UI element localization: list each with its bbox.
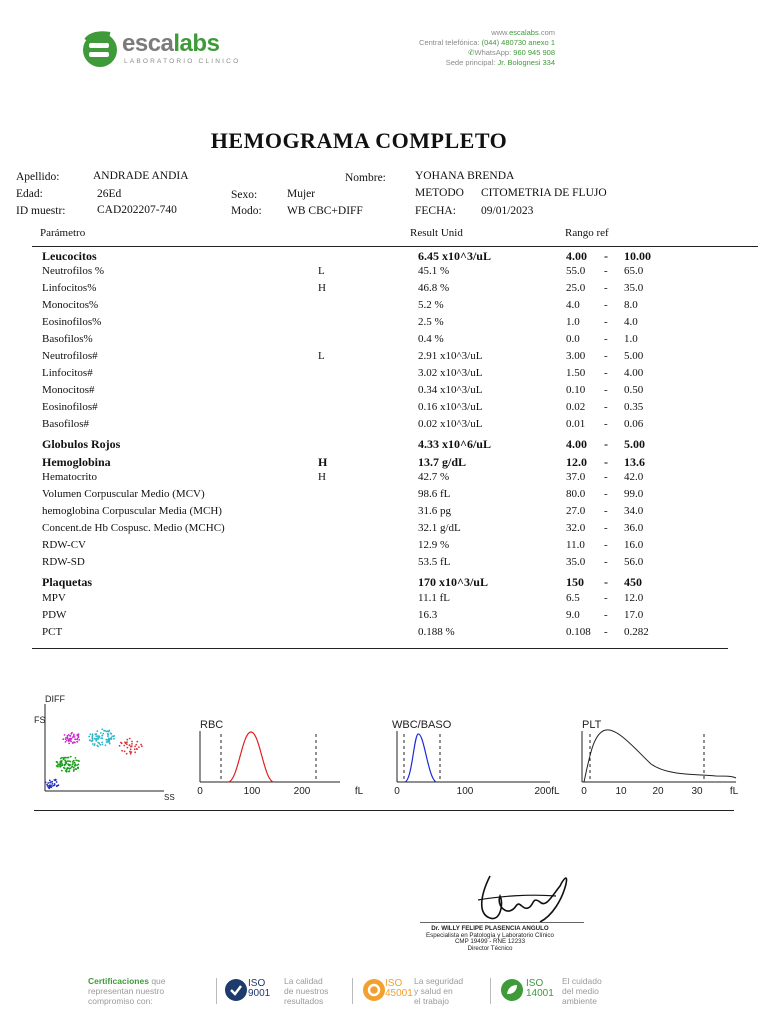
signature-block [410,926,570,952]
result-value: 42.7 % [418,471,450,483]
range-high: 16.0 [624,539,644,551]
range-dash: - [604,522,608,534]
table-row [0,556,768,573]
range-low: 80.0 [566,488,586,500]
range-high: 35.0 [624,282,644,294]
table-row [0,626,768,643]
range-high: 36.0 [624,522,644,534]
range-low: 27.0 [566,505,586,517]
doctor-specialty: Especialista en Patología y Laboratorio Clínico [426,931,554,939]
param-name: hemoglobina Corpuscular Media (MCH) [42,505,222,517]
iso-14001-label: ISO 14001 [526,978,554,999]
result-value: 11.1 fL [418,592,450,604]
range-high: 56.0 [624,556,644,568]
table-row [0,384,768,401]
safety-icon [362,978,386,1002]
result-value: 0.34 x10^3/uL [418,384,483,396]
table-row [0,249,768,266]
range-high: 5.00 [624,350,644,362]
range-high: 42.0 [624,471,644,483]
range-dash: - [604,471,608,483]
range-high: 8.0 [624,299,638,311]
range-low: 0.02 [566,401,586,413]
iso-45001-badge [362,978,386,1007]
param-name: PCT [42,626,63,638]
diff-title: DIFF [45,694,65,704]
range-dash: - [604,455,608,469]
result-value: 32.1 g/dL [418,522,461,534]
iso-9001-label: ISO 9001 [248,978,271,999]
fecha-value: 09/01/2023 [481,205,534,217]
param-name: Leucocitos [42,249,97,263]
table-row [0,350,768,367]
range-high: 0.282 [624,626,649,638]
table-row [0,471,768,488]
edad-label: Edad: [16,188,43,200]
table-row [0,592,768,609]
range-dash: - [604,401,608,413]
column-header-result: Result Unid [410,227,463,239]
range-high: 10.00 [624,249,651,263]
range-low: 0.10 [566,384,586,396]
param-name: Linfocitos# [42,367,93,379]
range-high: 1.0 [624,333,638,345]
range-high: 0.50 [624,384,644,396]
wbc-tick-200: 200fL [534,786,560,797]
report-title: HEMOGRAMA COMPLETO [210,128,508,153]
plt-tick-20: 20 [652,786,664,797]
table-row [0,265,768,282]
result-flag: H [318,455,328,469]
range-low: 1.50 [566,367,586,379]
iso-14001-badge [500,978,524,1007]
result-value: 6.45 x10^3/uL [418,249,491,263]
range-low: 12.0 [566,455,587,469]
param-name: Neutrofilos % [42,265,105,277]
range-dash: - [604,418,608,430]
param-name: Basofilos% [42,333,93,345]
range-dash: - [604,384,608,396]
result-value: 3.02 x10^3/uL [418,367,483,379]
table-row [0,316,768,333]
range-dash: - [604,626,608,638]
range-dash: - [604,437,608,451]
diff-y-label: FS [34,715,46,725]
result-value: 45.1 % [418,265,450,277]
result-value: 0.4 % [418,333,444,345]
param-name: RDW-CV [42,539,86,551]
sexo-value: Mujer [287,188,316,200]
contact-block [355,28,555,68]
range-low: 3.00 [566,350,586,362]
table-row [0,367,768,384]
result-value: 46.8 % [418,282,450,294]
range-dash: - [604,282,608,294]
sexo-label: Sexo: [231,189,258,201]
result-value: 31.6 pg [418,505,451,517]
range-low: 4.0 [566,299,580,311]
edad-value: 26Ed [97,188,122,200]
doctor-name: Dr. WILLY FELIPE PLASENCIA ANGULO [431,925,549,932]
fecha-label: FECHA: [415,205,456,217]
doctor-role: Director Técnico [467,944,513,952]
whatsapp-line: ✆WhatsApp: 960 945 908 [468,48,555,57]
table-row [0,575,768,592]
table-row [0,333,768,350]
rbc-histogram [190,714,370,798]
table-top-rule [32,246,758,247]
metodo-label: METODO [415,187,464,199]
range-dash: - [604,350,608,362]
range-high: 4.00 [624,367,644,379]
result-value: 13.7 g/dL [418,455,467,469]
range-low: 9.0 [566,609,580,621]
range-dash: - [604,539,608,551]
range-high: 12.0 [624,592,644,604]
table-bottom-rule [32,648,728,649]
param-name: Hemoglobina [42,455,111,469]
range-dash: - [604,265,608,277]
iso-14001-text: El cuidado del medio ambiente [562,976,602,1006]
whatsapp-icon: ✆ [468,48,475,57]
param-name: Hematocrito [42,471,97,483]
plt-title: PLT [582,719,602,731]
range-low: 32.0 [566,522,586,534]
param-name: Eosinofilos% [42,316,102,328]
rbc-title: RBC [200,719,224,731]
leaf-icon [500,978,524,1002]
table-row [0,505,768,522]
param-name: Basofilos# [42,418,90,430]
range-low: 4.00 [566,437,587,451]
footer-divider-2 [352,978,353,1004]
wbc-tick-100: 100 [456,786,474,797]
wbc-tick-0: 0 [394,786,400,797]
param-name: Concent.de Hb Cospusc. Medio (MCHC) [42,522,225,534]
range-dash: - [604,333,608,345]
range-high: 5.00 [624,437,645,451]
result-value: 16.3 [418,609,438,621]
range-high: 99.0 [624,488,644,500]
param-name: RDW-SD [42,556,85,568]
footer-divider-1 [216,978,217,1004]
range-high: 13.6 [624,455,645,469]
table-row [0,539,768,556]
brand-name: escalabs [122,30,220,57]
plt-tick-10: 10 [615,786,627,797]
result-flag: H [318,282,326,294]
range-low: 35.0 [566,556,586,568]
range-dash: - [604,299,608,311]
company-logo [80,30,120,70]
range-dash: - [604,592,608,604]
rbc-tick-0: 0 [197,786,203,797]
param-name: Eosinofilos# [42,401,98,413]
rbc-tick-200: 200 [293,786,311,797]
result-value: 98.6 fL [418,488,451,500]
range-low: 150 [566,575,584,589]
rbc-tick-100: 100 [243,786,261,797]
result-flag: L [318,265,325,277]
result-value: 0.02 x10^3/uL [418,418,483,430]
apellido-label: Apellido: [16,171,60,183]
diff-x-label: SS [164,793,175,802]
doctor-cmp: CMP 19499 - RNE 12233 [454,938,526,946]
range-dash: - [604,575,608,589]
range-dash: - [604,505,608,517]
range-low: 0.108 [566,626,591,638]
modo-value: WB CBC+DIFF [287,205,363,217]
table-row [0,609,768,626]
rbc-tick-unit: fL [354,786,364,797]
result-value: 4.33 x10^6/uL [418,437,491,451]
range-low: 1.0 [566,316,580,328]
range-dash: - [604,367,608,379]
range-low: 6.5 [566,592,580,604]
diff-scatter-plot [34,692,184,802]
param-name: PDW [42,609,67,621]
result-value: 2.5 % [418,316,444,328]
range-low: 37.0 [566,471,586,483]
result-flag: H [318,471,326,483]
param-name: Plaquetas [42,575,93,589]
result-value: 53.5 fL [418,556,451,568]
table-row [0,522,768,539]
table-row [0,299,768,316]
range-dash: - [604,488,608,500]
iso-45001-label: ISO 45001 [385,978,413,999]
range-high: 65.0 [624,265,644,277]
wbc-histogram [390,714,570,798]
param-name: Globulos Rojos [42,437,121,451]
table-row [0,455,768,472]
range-low: 55.0 [566,265,586,277]
range-high: 0.35 [624,401,644,413]
range-dash: - [604,556,608,568]
iso-9001-text: La calidad de nuestros resultados [284,976,329,1006]
certifications-intro: Certificaciones que representan nuestro compromiso con: [88,976,166,1006]
column-header-param: Parámetro [40,227,86,239]
table-row [0,437,768,454]
range-high: 0.06 [624,418,644,430]
table-row [0,418,768,435]
range-low: 0.01 [566,418,586,430]
brand-subtitle: LABORATORIO CLINICO [124,58,241,65]
handwritten-signature [460,866,580,926]
result-value: 5.2 % [418,299,444,311]
iso-45001-text: La seguridad y salud en el trabajo [414,976,464,1006]
plt-histogram [576,714,756,798]
plt-tick-0: 0 [581,786,587,797]
wbc-title: WBC/BASO [392,719,452,731]
plots-bottom-rule [34,810,734,811]
range-low: 0.0 [566,333,580,345]
range-low: 25.0 [566,282,586,294]
phone-line: Central telefónica: (044) 480730 anexo 1 [419,38,555,47]
result-value: 0.188 % [418,626,455,638]
param-name: Monocitos% [42,299,99,311]
modo-label: Modo: [231,205,262,217]
table-row [0,401,768,418]
apellido-value: ANDRADE ANDIA [93,170,189,182]
metodo-value: CITOMETRIA DE FLUJO [481,187,607,199]
param-name: Volumen Corpuscular Medio (MCV) [42,488,205,500]
nombre-value: YOHANA BRENDA [415,170,515,182]
signature-line [420,922,584,923]
range-dash: - [604,316,608,328]
param-name: Linfocitos% [42,282,97,294]
range-high: 34.0 [624,505,644,517]
table-row [0,282,768,299]
result-flag: L [318,350,325,362]
logo-mark-icon [80,30,120,70]
result-value: 12.9 % [418,539,450,551]
range-low: 11.0 [566,539,585,551]
hq-line: Sede principal: Jr. Bolognesi 334 [445,58,555,67]
range-high: 4.0 [624,316,638,328]
column-header-range: Rango ref [565,227,609,239]
result-value: 2.91 x10^3/uL [418,350,483,362]
range-low: 4.00 [566,249,587,263]
footer-divider-3 [490,978,491,1004]
id-label: ID muestr: [16,205,66,217]
plt-tick-unit: fL [729,786,739,797]
table-row [0,488,768,505]
id-value: CAD202207-740 [97,204,177,216]
nombre-label: Nombre: [345,172,386,184]
range-dash: - [604,249,608,263]
range-high: 17.0 [624,609,644,621]
result-value: 0.16 x10^3/uL [418,401,483,413]
param-name: Neutrofilos# [42,350,98,362]
iso-9001-badge [224,978,248,1007]
param-name: MPV [42,592,66,604]
website-line: www.escalabs.com [491,28,555,37]
range-high: 450 [624,575,642,589]
result-value: 170 x10^3/uL [418,575,488,589]
check-shield-icon [224,978,248,1002]
range-dash: - [604,609,608,621]
plt-tick-30: 30 [691,786,703,797]
param-name: Monocitos# [42,384,95,396]
